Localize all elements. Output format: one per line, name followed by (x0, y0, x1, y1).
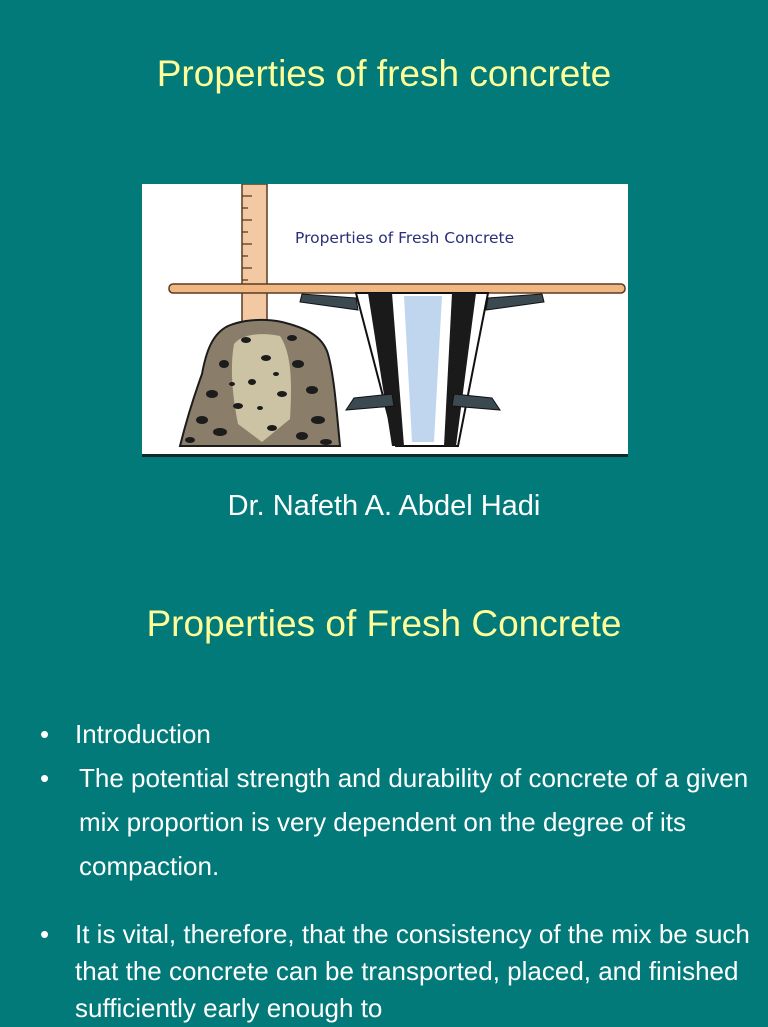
bullet-list (40, 712, 752, 1027)
bullet-item (40, 916, 752, 1027)
slide-title-2: Properties of Fresh Concrete (146, 603, 622, 644)
slump-test-drawing (142, 184, 628, 454)
author-name: Dr. Nafeth A. Abdel Hadi (227, 490, 541, 522)
bullet-item (40, 712, 752, 756)
bullet-text: The potential strength and durability of concrete of a given mix proportion is very dependent on the degree of its compaction. (79, 763, 749, 881)
figure-caption: Properties of Fresh Concrete (295, 229, 515, 247)
bullet-dot-icon: • (40, 719, 50, 749)
slide-title: Properties of fresh concrete (156, 53, 612, 94)
measuring-rod (242, 184, 267, 334)
bullet-dot-icon: • (40, 919, 50, 949)
bullet-text: It is vital, therefore, that the consistency of the mix be such that the concrete can be transported, placed, and finished sufficiently early enough to (75, 919, 750, 1023)
slump-test-illustration (142, 184, 628, 457)
bullet-item (40, 756, 752, 888)
slumped-concrete (180, 320, 340, 446)
bullet-text: Introduction (75, 719, 211, 749)
bullet-dot-icon: • (40, 763, 50, 793)
horizontal-bar (169, 284, 625, 293)
